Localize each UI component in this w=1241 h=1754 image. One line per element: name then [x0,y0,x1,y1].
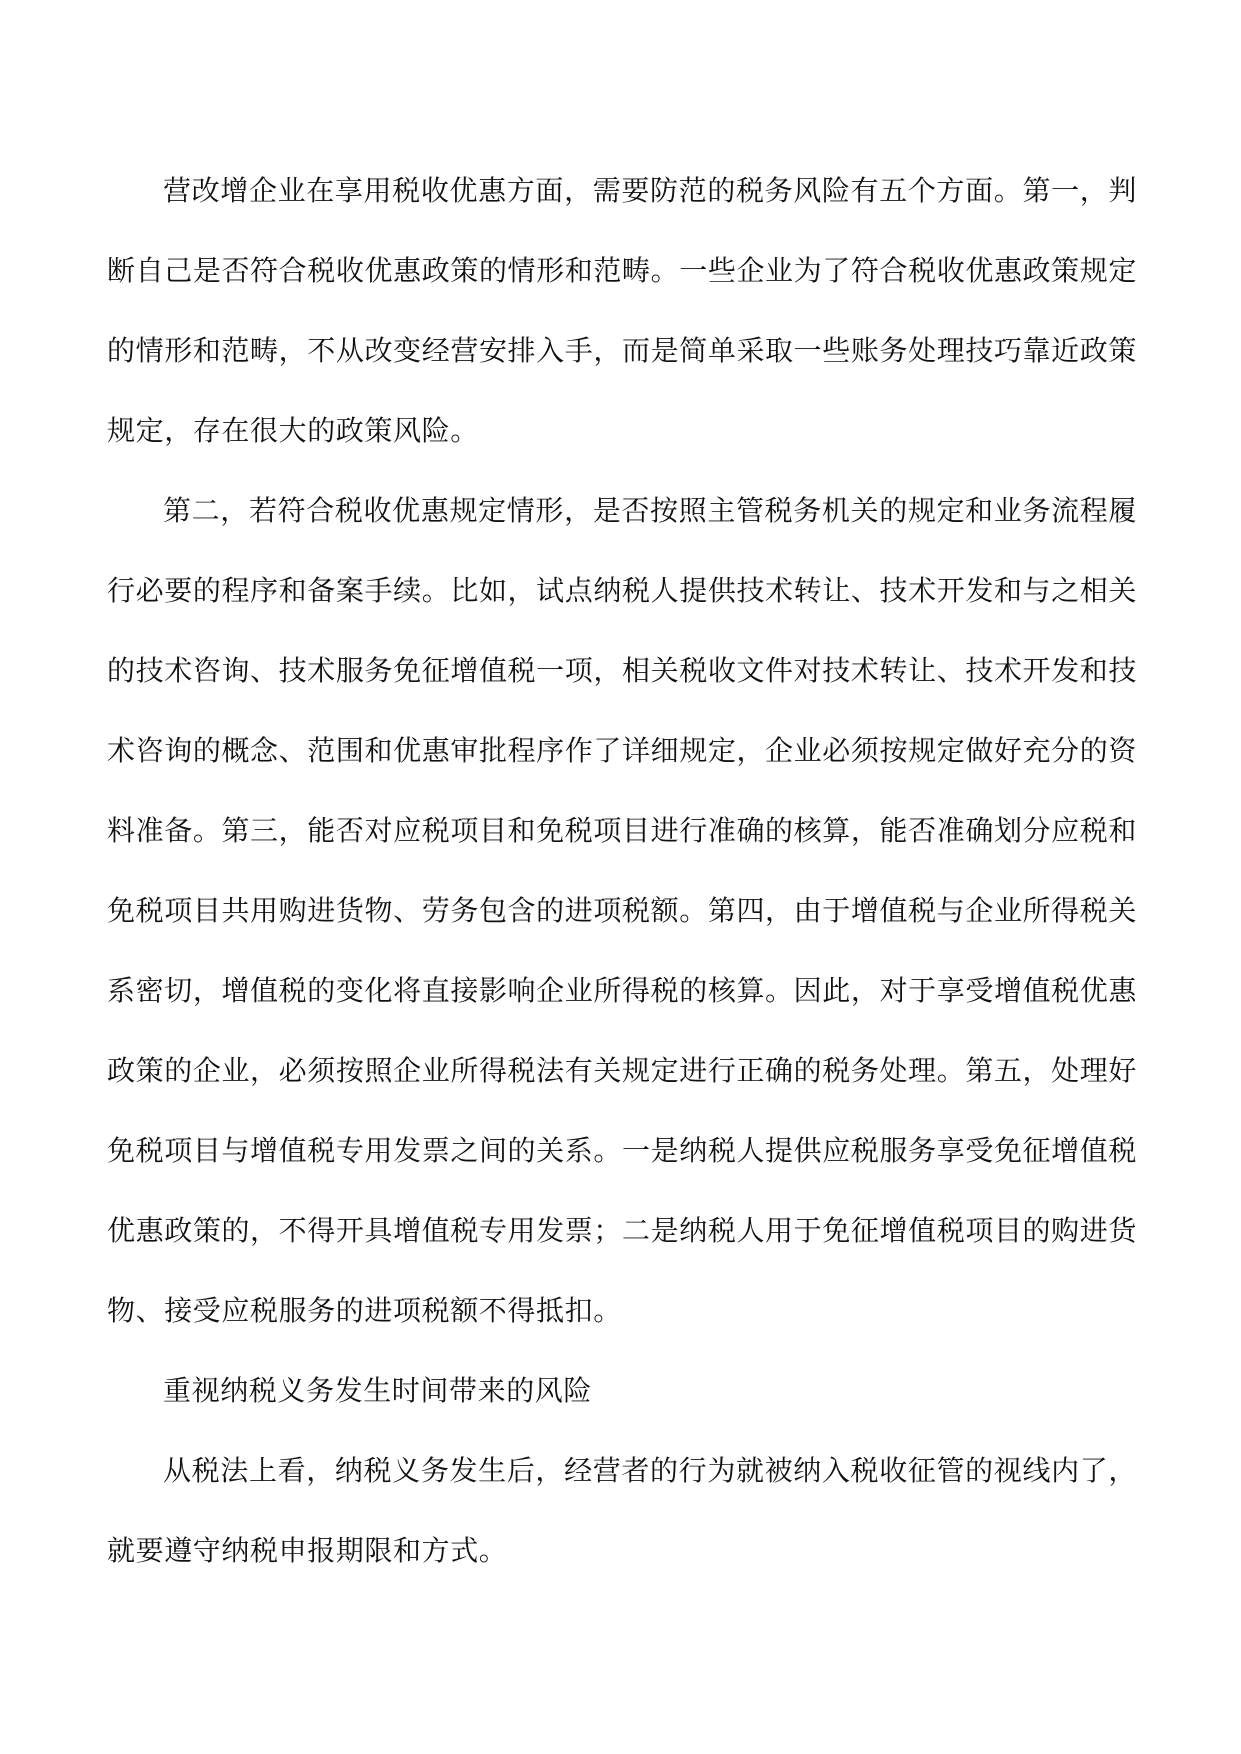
paragraph-tax-incentive-risks: 营改增企业在享用税收优惠方面，需要防范的税务风险有五个方面。第一，判断自己是否符合税收优惠政策的情形和范畴。一些企业为了符合税收优惠政策规定的情形和范畴，不从改变经营安排入手，而是简单采取一些账务处理技巧靠近政策规定，存在很大的政策风险。 [107,174,1137,447]
paragraph-tax-obligation: 从税法上看，纳税义务发生后，经营者的行为就被纳入税收征管的视线内了，就要遵守纳税申报期限和方式。 [107,1454,1137,1567]
section-heading-tax-obligation-time: 重视纳税义务发生时间带来的风险 [163,1374,593,1407]
paragraph-second-to-fifth-risks: 第二，若符合税收优惠规定情形，是否按照主管税务机关的规定和业务流程履行必要的程序和备案手续。比如，试点纳税人提供技术转让、技术开发和与之相关的技术咨询、技术服务免征增值税一项，相关税收文件对技术转让、技术开发和技术咨询的概念、范围和优惠审批程序作了详细规定，企业必须按规定做好充分的资料准备。第三，能否对应税项目和免税项目进行准确的核算，能否准确划分应税和免税项目共用购进货物、劳务包含的进项税额。第四，由于增值税与企业所得税关系密切，增值税的变化将直接影响企业所得税的核算。因此，对于享受增值税优惠政策的企业，必须按照企业所得税法有关规定进行正确的税务处理。第五，处理好免税项目与增值税专用发票之间的关系。一是纳税人提供应税服务享受免征增值税优惠政策的，不得开具增值税专用发票；二是纳税人用于免征增值税项目的购进货物、接受应税服务的进项税额不得抵扣。 [107,494,1137,1327]
document-body [107,151,1137,1591]
